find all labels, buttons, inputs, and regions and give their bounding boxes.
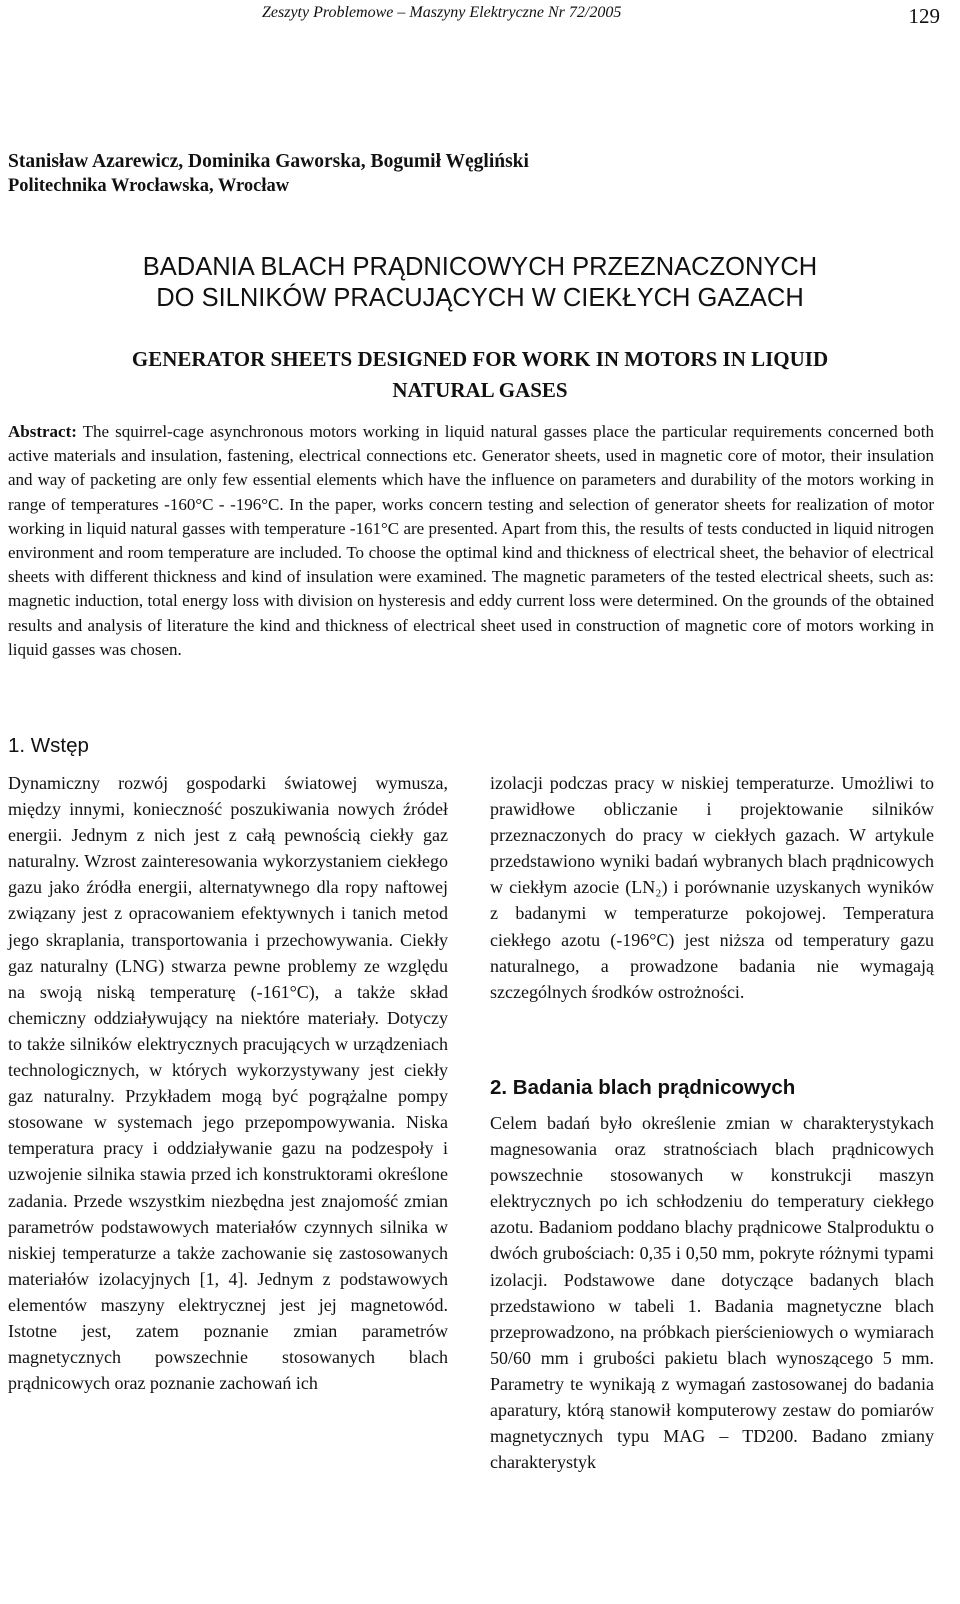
authors: Stanisław Azarewicz, Dominika Gaworska, Bogumił Węgliński <box>8 151 529 172</box>
section-2-text: Celem badań było określenie zmian w charakterystykach magnesowania oraz stratnościach blach prądnicowych powszechnie stosowanych w konstrukcji maszyn elektrycznych po ich schłodzeniu do temperatury ciekłego azotu. Badaniom poddano blachy prądnicowe Stalproduktu o dwóch grubościach: 0,35 i 0,50 mm, pokryte różnymi typami izolacji. Podstawowe dane dotyczące badanych blach przedstawiono w tabeli 1. Badania magnetyczne blach przeprowadzono, na próbkach pierścieniowych o wymiarach 50/60 mm i grubości pakietu blach wynoszącego 5 mm. Parametry te wynikają z wymagań zastosowanej do badania aparatury, którą stanowił komputerowy zestaw do pomiarów magnetycznych typu MAG – TD200. Badano zmiany charakterystyk <box>490 1113 934 1473</box>
title-english <box>0 344 960 406</box>
page-number: 129 <box>908 4 940 28</box>
title-english-line-1: GENERATOR SHEETS DESIGNED FOR WORK IN MOTORS IN LIQUID <box>131 347 829 371</box>
section-2-heading: 2. Badania blach prądnicowych <box>490 1076 796 1099</box>
section-1-heading: 1. Wstęp <box>8 734 89 757</box>
section-1-text: Dynamiczny rozwój gospodarki światowej wymusza, między innymi, konieczność poszukiwania nowych źródeł energii. Jednym z nich jest z całą pewnością ciekły gaz naturalny. Wzrost zainteresowania wykorzystaniem ciekłego gazu jako źródła energii, alternatywnego dla ropy naftowej związany jest z opracowaniem efektywnych i tanich metod jego skraplania, transportowania i przechowywania. Ciekły gaz naturalny (LNG) stwarza pewne problemy ze względu na swoją niską temperaturę (-161°C), a także skład chemiczny oddziaływujący na niektóre materiały. Dotyczy to także silników elektrycznych pracujących w urządzeniach technologicznych, w których wykorzystywany jest ciekły gaz naturalny. Przykładem mogą być pogrążalne pompy stosowane w systemach jego przepompowywania. Niska temperatura pracy i oddziaływanie gazu na podzespoły i uzwojenie silnika stawia przed ich konstruktorami określone zadania. Przede wszystkim niezbędna jest znajomość zmian parametrów podstawowych materiałów czynnych silnika w niskiej temperaturze a także zachowanie się zastosowanych materiałów izolacyjnych [1, 4]. Jednym z podstawowych elementów maszyny elektrycznej jest jej magnetowód. Istotne jest, zatem poznanie zmian parametrów magnetycznych powszechnie stosowanych blach prądnicowych oraz poznanie zachowań ich <box>8 773 448 1394</box>
abstract-label: Abstract: <box>8 422 77 441</box>
title-polish-line-1: BADANIA BLACH PRĄDNICOWYCH PRZEZNACZONYCH <box>142 253 818 281</box>
abstract <box>8 420 934 662</box>
title-polish <box>0 252 960 314</box>
affiliation: Politechnika Wrocławska, Wrocław <box>8 176 290 196</box>
journal-title: Zeszyty Problemowe – Maszyny Elektryczne Nr 72/2005 <box>262 4 622 21</box>
abstract-text: The squirrel-cage asynchronous motors working in liquid natural gasses place the particular requirements concerned both active materials and insulation, fastening, electrical connections etc. Generator sheets, used in magnetic core of motor, their insulation and way of packeting are only few essential elements which have the influence on parameters and durability of the motors working in range of temperatures -160°C - -196°C. In the paper, works concern testing and selection of generator sheets for realization of motor working in liquid natural gasses with temperature -161°C are presented. Apart from this, the results of tests conducted in liquid nitrogen environment and room temperature are included. To choose the optimal kind and thickness of electrical sheet, the behavior of electrical sheets with different thickness and kind of insulation were examined. The magnetic parameters of the tested electrical sheets, such as: magnetic induction, total energy loss with division on hysteresis and eddy current loss were determined. On the grounds of the obtained results and analysis of literature the kind and thickness of electrical sheet used in construction of magnetic core of motors working in liquid gasses was chosen. <box>8 422 934 659</box>
page-header <box>8 4 940 32</box>
section-1-continuation: izolacji podczas pracy w niskiej temperaturze. Umożliwi to prawidłowe obliczanie i projektowanie silników przeznaczonych do pracy w ciekłych gazach. W artykule przedstawiono wyniki badań wybranych blach prądnicowych w ciekłym azocie (LN₂) i porównanie uzyskanych wyników z badanymi w temperaturze pokojowej. Temperatura ciekłego azotu (-196°C) jest niższa od temperatury gazu naturalnego, a prowadzone badania nie wymagają szczególnych środków ostrożności. <box>490 773 934 1002</box>
title-polish-line-2: DO SILNIKÓW PRACUJĄCYCH W CIEKŁYCH GAZACH <box>156 284 804 312</box>
title-english-line-2: NATURAL GASES <box>392 378 568 402</box>
